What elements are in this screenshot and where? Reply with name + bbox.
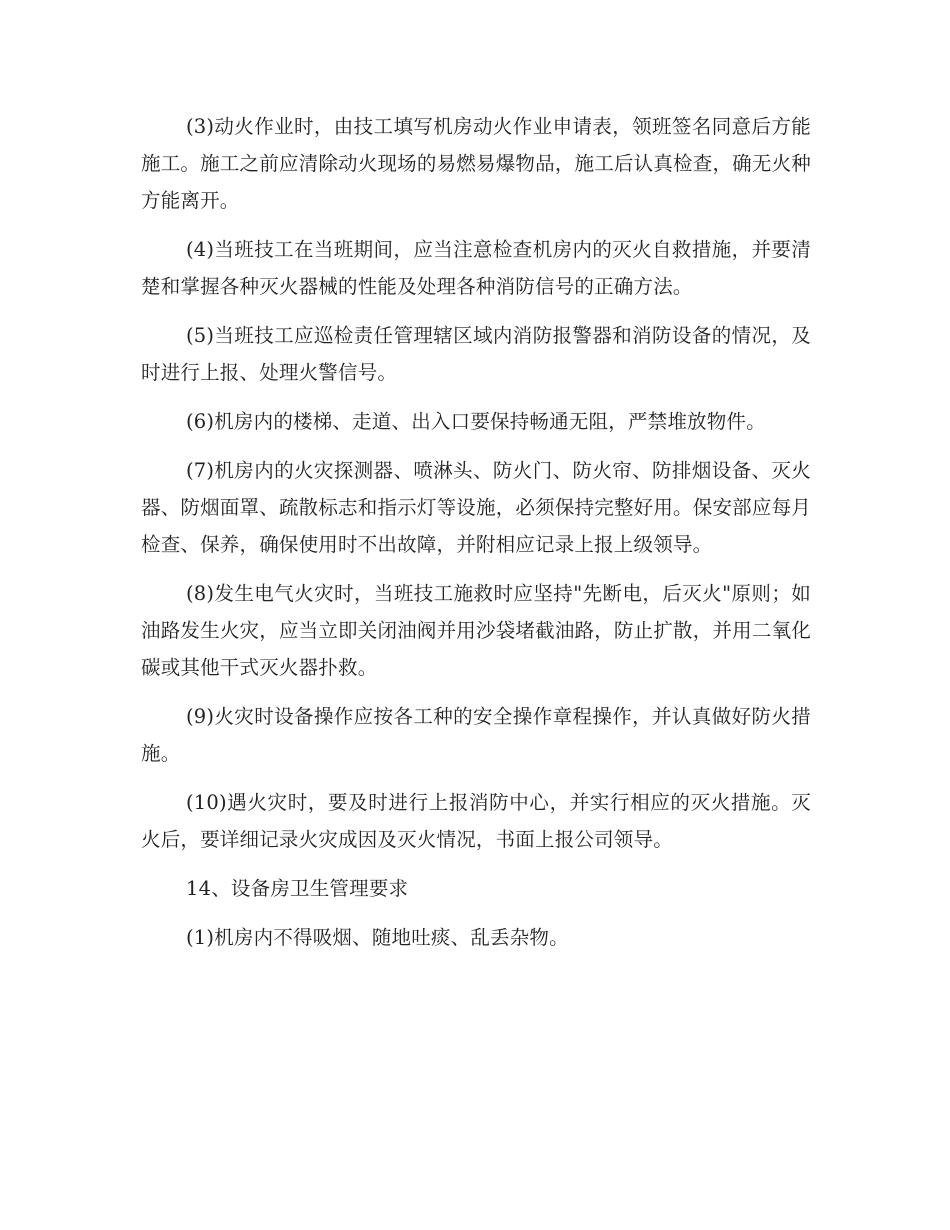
paragraph-equipment-operation: (9)火灾时设备操作应按各工种的安全操作章程操作，并认真做好防火措施。 bbox=[141, 705, 811, 765]
paragraph-no-smoking: (1)机房内不得吸烟、随地吐痰、乱丢杂物。 bbox=[186, 926, 569, 949]
section-heading-hygiene: 14、设备房卫生管理要求 bbox=[186, 877, 409, 900]
paragraph-fire-facilities-maintenance: (7)机房内的火灾探测器、喷淋头、防火门、防火帘、防排烟设备、灭火器、防烟面罩、疏散标志和指示灯等设施，必须保持完整好用。保安部应每月检查、保养，确保使用时不出故障，并附相应记录上报上级领导。 bbox=[141, 459, 811, 556]
paragraph-electrical-fire: (8)发生电气火灾时，当班技工施救时应坚持"先断电，后灭火"原则；如油路发生火灾，应当立即关闭油阀并用沙袋堵截油路，防止扩散，并用二氧化碳或其他干式灭火器扑救。 bbox=[141, 582, 811, 679]
paragraph-keep-passages-clear: (6)机房内的楼梯、走道、出入口要保持畅通无阻，严禁堆放物件。 bbox=[186, 410, 766, 433]
paragraph-patrol-alarm-equipment: (5)当班技工应巡检责任管理辖区域内消防报警器和消防设备的情况，及时进行上报、处理火警信号。 bbox=[141, 324, 811, 384]
document-body bbox=[141, 108, 811, 968]
paragraph-fire-work-permit: (3)动火作业时，由技工填写机房动火作业申请表，领班签名同意后方能施工。施工之前应清除动火现场的易燃易爆物品，施工后认真检查，确无火种方能离开。 bbox=[141, 115, 811, 212]
paragraph-on-duty-fire-check: (4)当班技工在当班期间，应当注意检查机房内的灭火自救措施，并要清楚和掌握各种灭火器械的性能及处理各种消防信号的正确方法。 bbox=[141, 238, 811, 298]
paragraph-fire-reporting: (10)遇火灾时，要及时进行上报消防中心，并实行相应的灭火措施。灭火后，要详细记录火灾成因及灭火情况，书面上报公司领导。 bbox=[141, 791, 811, 851]
